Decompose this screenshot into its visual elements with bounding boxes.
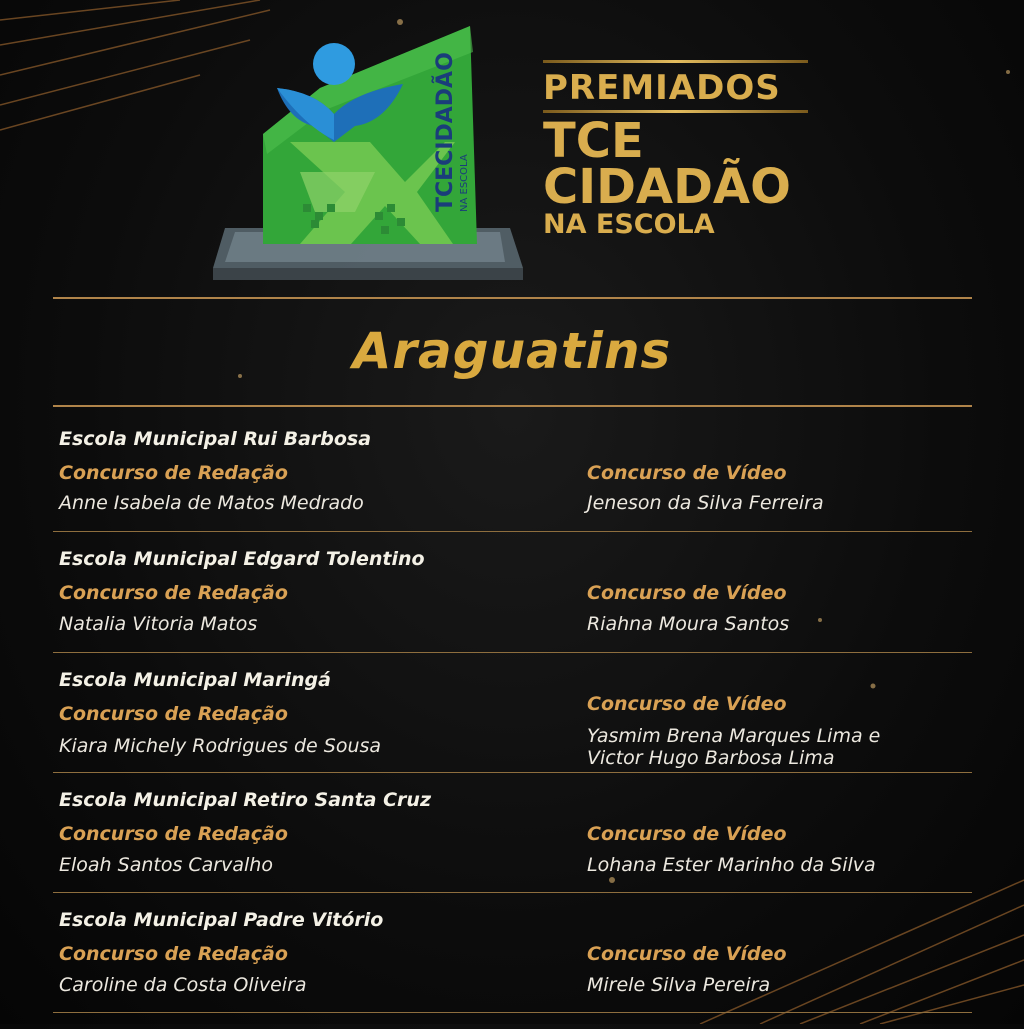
trophy-brand-subtext: NA ESCOLA — [459, 154, 470, 212]
essay-winner: Caroline da Costa Oliveira — [59, 974, 307, 996]
header-premiados: PREMIADOS — [543, 68, 781, 108]
header-rule-top — [543, 60, 808, 63]
video-contest-label: Concurso de Vídeo — [587, 943, 787, 965]
school-entry — [59, 548, 972, 668]
video-contest-label: Concurso de Vídeo — [587, 823, 787, 845]
school-separator — [53, 1012, 972, 1013]
trophy-graphic — [205, 22, 530, 284]
school-entry — [59, 428, 972, 548]
divider-city — [53, 405, 972, 407]
essay-winner: Natalia Vitoria Matos — [59, 613, 258, 635]
essay-winner: Kiara Michely Rodrigues de Sousa — [59, 735, 382, 757]
school-separator — [53, 892, 972, 893]
school-separator — [53, 531, 972, 532]
essay-contest-label: Concurso de Redação — [59, 703, 288, 725]
video-winner: Lohana Ester Marinho da Silva — [587, 854, 876, 876]
header-title-line3: NA ESCOLA — [543, 209, 715, 240]
header-title — [543, 60, 813, 240]
trophy-brand-text: TCECIDADÃO — [433, 52, 458, 212]
school-name: Escola Municipal Retiro Santa Cruz — [59, 789, 432, 811]
video-winner: Riahna Moura Santos — [587, 613, 790, 635]
essay-contest-label: Concurso de Redação — [59, 823, 288, 845]
essay-contest-label: Concurso de Redação — [59, 943, 288, 965]
video-contest-label: Concurso de Vídeo — [587, 693, 787, 715]
school-name: Escola Municipal Rui Barbosa — [59, 428, 372, 450]
essay-contest-label: Concurso de Redação — [59, 582, 288, 604]
school-name: Escola Municipal Edgard Tolentino — [59, 548, 425, 570]
school-entry — [59, 909, 972, 1029]
essay-winner: Anne Isabela de Matos Medrado — [59, 492, 364, 514]
video-winner: Jeneson da Silva Ferreira — [587, 492, 824, 514]
video-contest-label: Concurso de Vídeo — [587, 462, 787, 484]
header-title-line2: CIDADÃO — [543, 159, 791, 215]
school-separator — [53, 772, 972, 773]
header-rule-bottom — [543, 110, 808, 113]
video-contest-label: Concurso de Vídeo — [587, 582, 787, 604]
school-entry — [59, 789, 972, 909]
school-entry — [59, 669, 972, 789]
city-title: Araguatins — [352, 322, 672, 380]
school-name: Escola Municipal Maringá — [59, 669, 331, 691]
trophy-logo — [205, 22, 530, 284]
video-winner-line1: Yasmim Brena Marques Lima e — [587, 725, 881, 747]
essay-contest-label: Concurso de Redação — [59, 462, 288, 484]
divider-top — [53, 297, 972, 299]
video-winner-line2: Victor Hugo Barbosa Lima — [587, 747, 835, 769]
school-separator — [53, 652, 972, 653]
school-name: Escola Municipal Padre Vitório — [59, 909, 384, 931]
header-title-line1: TCE — [543, 113, 644, 169]
video-winner: Mirele Silva Pereira — [587, 974, 771, 996]
essay-winner: Eloah Santos Carvalho — [59, 854, 273, 876]
